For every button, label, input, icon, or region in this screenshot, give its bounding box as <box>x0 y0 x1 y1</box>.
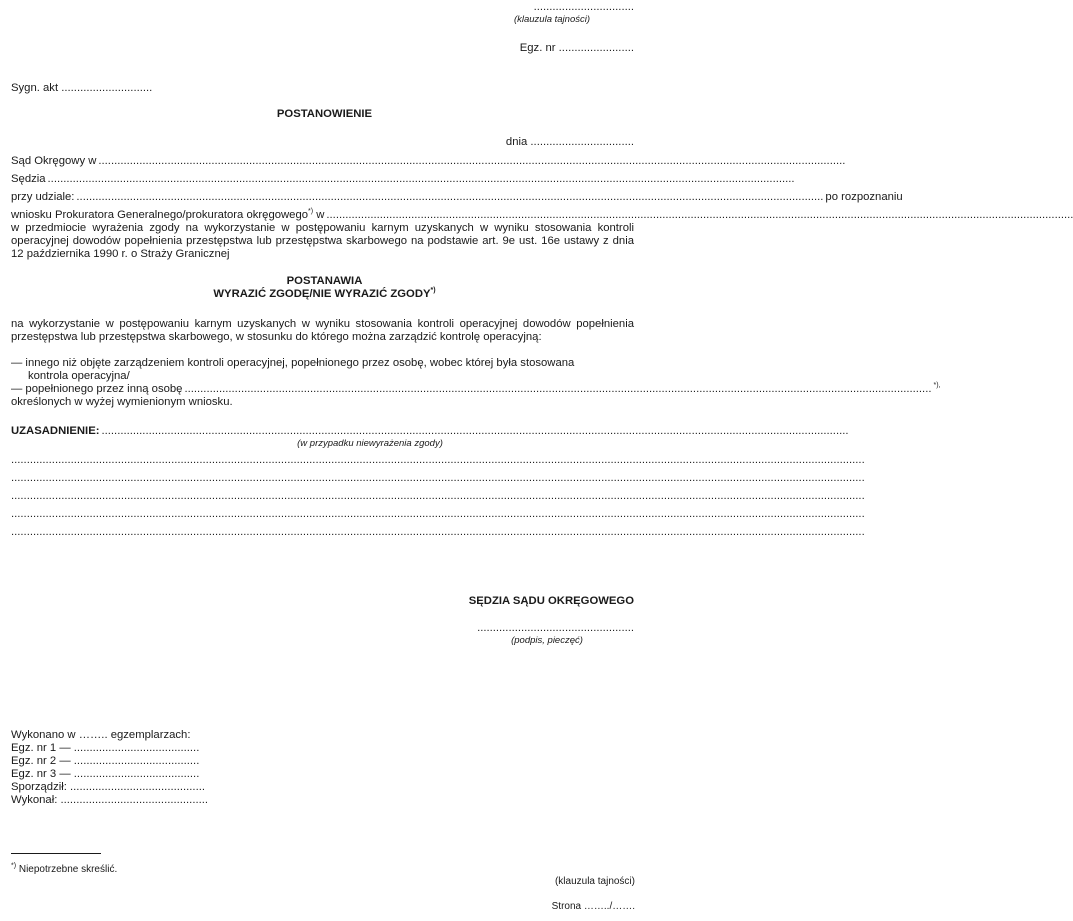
ruling-item-2-label: — popełnionego przez inną osobę <box>11 383 183 395</box>
ruling-closing: określonych w wyżej wymienionym wniosku. <box>11 396 233 408</box>
execution-copy-1: Egz. nr 1 — ........................................ <box>11 742 200 754</box>
execution-copy-2: Egz. nr 2 — ........................................ <box>11 755 200 767</box>
copy-number-dots: ........................ <box>558 42 634 54</box>
participation-dots: .............................................................................................................................................................................................................................................. <box>76 191 824 203</box>
ruling-heading: POSTANAWIA <box>286 275 363 287</box>
court-field <box>11 155 846 168</box>
participation-label: przy udziale: <box>11 191 75 203</box>
copy-number-field <box>430 42 634 55</box>
participation-field <box>11 191 903 204</box>
motion-dots: .............................................................................................................................................................................................................................................. <box>326 209 1073 221</box>
justification-dots: .............................................................................................................................................................................................................................................. <box>101 425 849 437</box>
date-field <box>430 136 634 149</box>
footnote <box>11 863 117 876</box>
execution-copies: Wykonano w …….. egzemplarzach: <box>11 729 191 741</box>
copy-number-label: Egz. nr <box>519 42 556 54</box>
signature-dots: .................................................. <box>477 622 634 634</box>
motion-line <box>11 208 1073 222</box>
case-signature-dots: ............................. <box>61 82 153 94</box>
motion-text-b: w <box>316 209 325 221</box>
ruling-item-1: — innego niż objęte zarządzeniem kontroli operacyjnej, popełnionego przez osobę, wobec której była stosowana <box>11 357 575 369</box>
motion-text <box>11 209 324 222</box>
footnote-divider <box>11 853 101 854</box>
justification-line-1: ................................................................................................................................................................................................................................................................................ <box>11 454 865 466</box>
clause-dots-top: ................................ <box>533 1 634 13</box>
date-dots: ................................. <box>530 136 634 148</box>
document-title: POSTANOWIENIE <box>276 108 373 120</box>
ruling-item-1-continued: kontrola operacyjna/ <box>28 370 130 382</box>
page-number: Strona ……../……. <box>551 901 635 912</box>
ruling-body-paragraph: na wykorzystanie w postępowaniu karnym uzyskanych w wyniku stosowania kontroli operacyjnej dowodów popełnienia przestępstwa lub przestępstwa skarbowego, w stosunku do którego można zarządzić kontrolę operacyjną: <box>11 318 634 343</box>
motion-subject-paragraph: w przedmiocie wyrażenia zgody na wykorzystanie w postępowaniu karnym uzyskanych w wyniku stosowania kontroli operacyjnej dowodów popełnienia przestępstwa lub przestępstwa skarbowego na podstawie art. 9e ust. 16e ustawy z dnia 12 października 1990 r. o Straży Granicznej <box>11 222 634 260</box>
footnote-text: Niepotrzebne skreślić. <box>18 864 118 875</box>
clause-label-top: (klauzula tajności) <box>513 14 591 25</box>
ruling-item-2-dots: .............................................................................................................................................................................................................................................. <box>184 383 932 395</box>
court-dots: .............................................................................................................................................................................................................................................. <box>98 155 846 167</box>
justification-hint: (w przypadku niewyrażenia zgody) <box>297 438 443 449</box>
footnote-marker: *) <box>308 208 314 216</box>
clause-label-bottom: (klauzula tajności) <box>554 876 635 887</box>
ruling-subheading-text: WYRAZIĆ ZGODĘ/NIE WYRAZIĆ ZGODY <box>213 288 431 300</box>
judge-dots: .............................................................................................................................................................................................................................................. <box>47 173 795 185</box>
justification-line-4: ................................................................................................................................................................................................................................................................................ <box>11 508 865 520</box>
signature-title: SĘDZIA SĄDU OKRĘGOWEGO <box>468 595 634 607</box>
ruling-footnote-marker: *) <box>430 287 436 295</box>
date-label: dnia <box>505 136 528 148</box>
case-signature-label: Sygn. akt <box>11 82 59 94</box>
justification-label: UZASADNIENIE: <box>11 425 100 437</box>
case-signature-field <box>11 82 152 95</box>
execution-executed: Wykonał: ............................................... <box>11 794 209 806</box>
court-label: Sąd Okręgowy w <box>11 155 97 167</box>
ruling-item-2-marker <box>933 383 940 396</box>
judge-label: Sędzia <box>11 173 46 185</box>
participation-suffix: po rozpoznaniu <box>825 191 903 203</box>
execution-prepared: Sporządził: ........................................... <box>11 781 205 793</box>
justification-line-5: ................................................................................................................................................................................................................................................................................ <box>11 526 865 538</box>
motion-text-a: wniosku Prokuratora Generalnego/prokuratora okręgowego <box>11 209 309 221</box>
execution-copy-3: Egz. nr 3 — ........................................ <box>11 768 200 780</box>
footnote-sup: *) <box>11 862 17 870</box>
ruling-item-2-sup: *), <box>933 382 941 390</box>
judge-field <box>11 173 795 186</box>
signature-hint: (podpis, pieczęć) <box>511 635 583 646</box>
justification-line-2: ................................................................................................................................................................................................................................................................................ <box>11 472 865 484</box>
ruling-item-2 <box>11 382 941 396</box>
ruling-subheading <box>0 288 649 301</box>
justification-line-3: ................................................................................................................................................................................................................................................................................ <box>11 490 865 502</box>
